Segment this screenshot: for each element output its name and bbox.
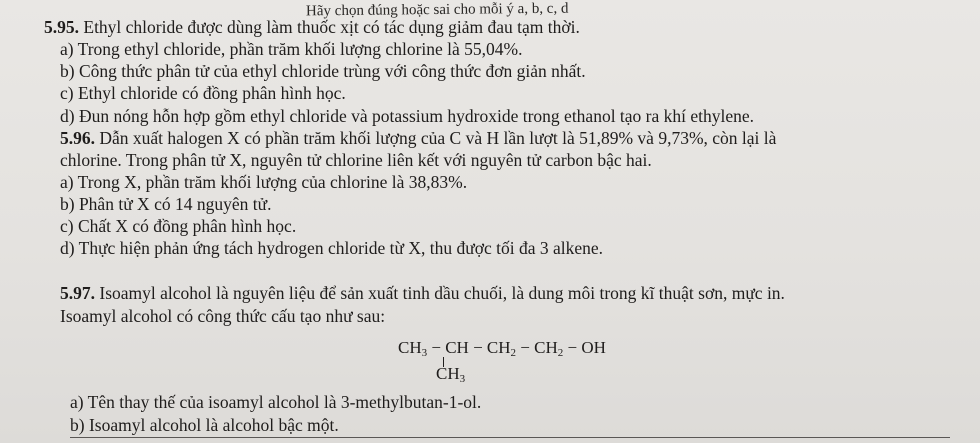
q596-option-b: b) Phân tử X có 14 nguyên tử. (60, 194, 272, 214)
q596-option-c: c) Chất X có đồng phân hình học. (60, 216, 297, 236)
header-fragment: Hãy chọn đúng hoặc sai cho mỗi ý a, b, c, d (305, 0, 569, 20)
q595-option-c: c) Ethyl chloride có đồng phân hình học. (60, 83, 346, 103)
q596-stem-line2: chlorine. Trong phân tử X, nguyên tử chlorine liên kết với nguyên tử carbon bậc hai. (60, 150, 652, 170)
methyl-branch: $CH_3$ (436, 364, 466, 385)
q597-stem-line1: 5.97. Isoamyl alcohol là nguyên liệu để sản xuất tinh dầu chuối, là dung môi trong kĩ thuật sơn, mực in. (60, 283, 785, 303)
q595-stem: 5.95. Ethyl chloride được dùng làm thuốc xịt có tác dụng giảm đau tạm thời. (44, 17, 580, 37)
isoamyl-structural-formula: $CH_3$ − CH − $CH_2 - CH_2$ − OH (398, 338, 606, 359)
q597-stem-line2: Isoamyl alcohol có công thức cấu tạo như sau: (60, 306, 386, 326)
q597-number: 5.97. (60, 283, 95, 303)
q597-option-b: b) Isoamyl alcohol là alcohol bậc một. (70, 415, 339, 435)
q596-number: 5.96. (60, 128, 95, 148)
q595-option-a: a) Trong ethyl chloride, phần trăm khối lượng chlorine là 55,04%. (60, 39, 523, 59)
rule-line (70, 437, 950, 438)
q597-option-a: a) Tên thay thế của isoamyl alcohol là 3-methylbutan-1-ol. (70, 392, 482, 412)
q595-number: 5.95. (44, 17, 79, 37)
q596-option-a: a) Trong X, phần trăm khối lượng của chlorine là 38,83%. (60, 172, 468, 192)
q596-option-d: d) Thực hiện phản ứng tách hydrogen chloride từ X, thu được tối đa 3 alkene. (60, 238, 604, 258)
q595-option-b: b) Công thức phân tử của ethyl chloride trùng với công thức đơn giản nhất. (60, 61, 586, 81)
q596-stem-line1: 5.96. Dẫn xuất halogen X có phần trăm khối lượng của C và H lần lượt là 51,89% và 9,73%, còn lại là (60, 128, 777, 148)
q595-option-d: d) Đun nóng hỗn hợp gồm ethyl chloride và potassium hydroxide trong ethanol tạo ra khí ethylene. (60, 106, 755, 126)
